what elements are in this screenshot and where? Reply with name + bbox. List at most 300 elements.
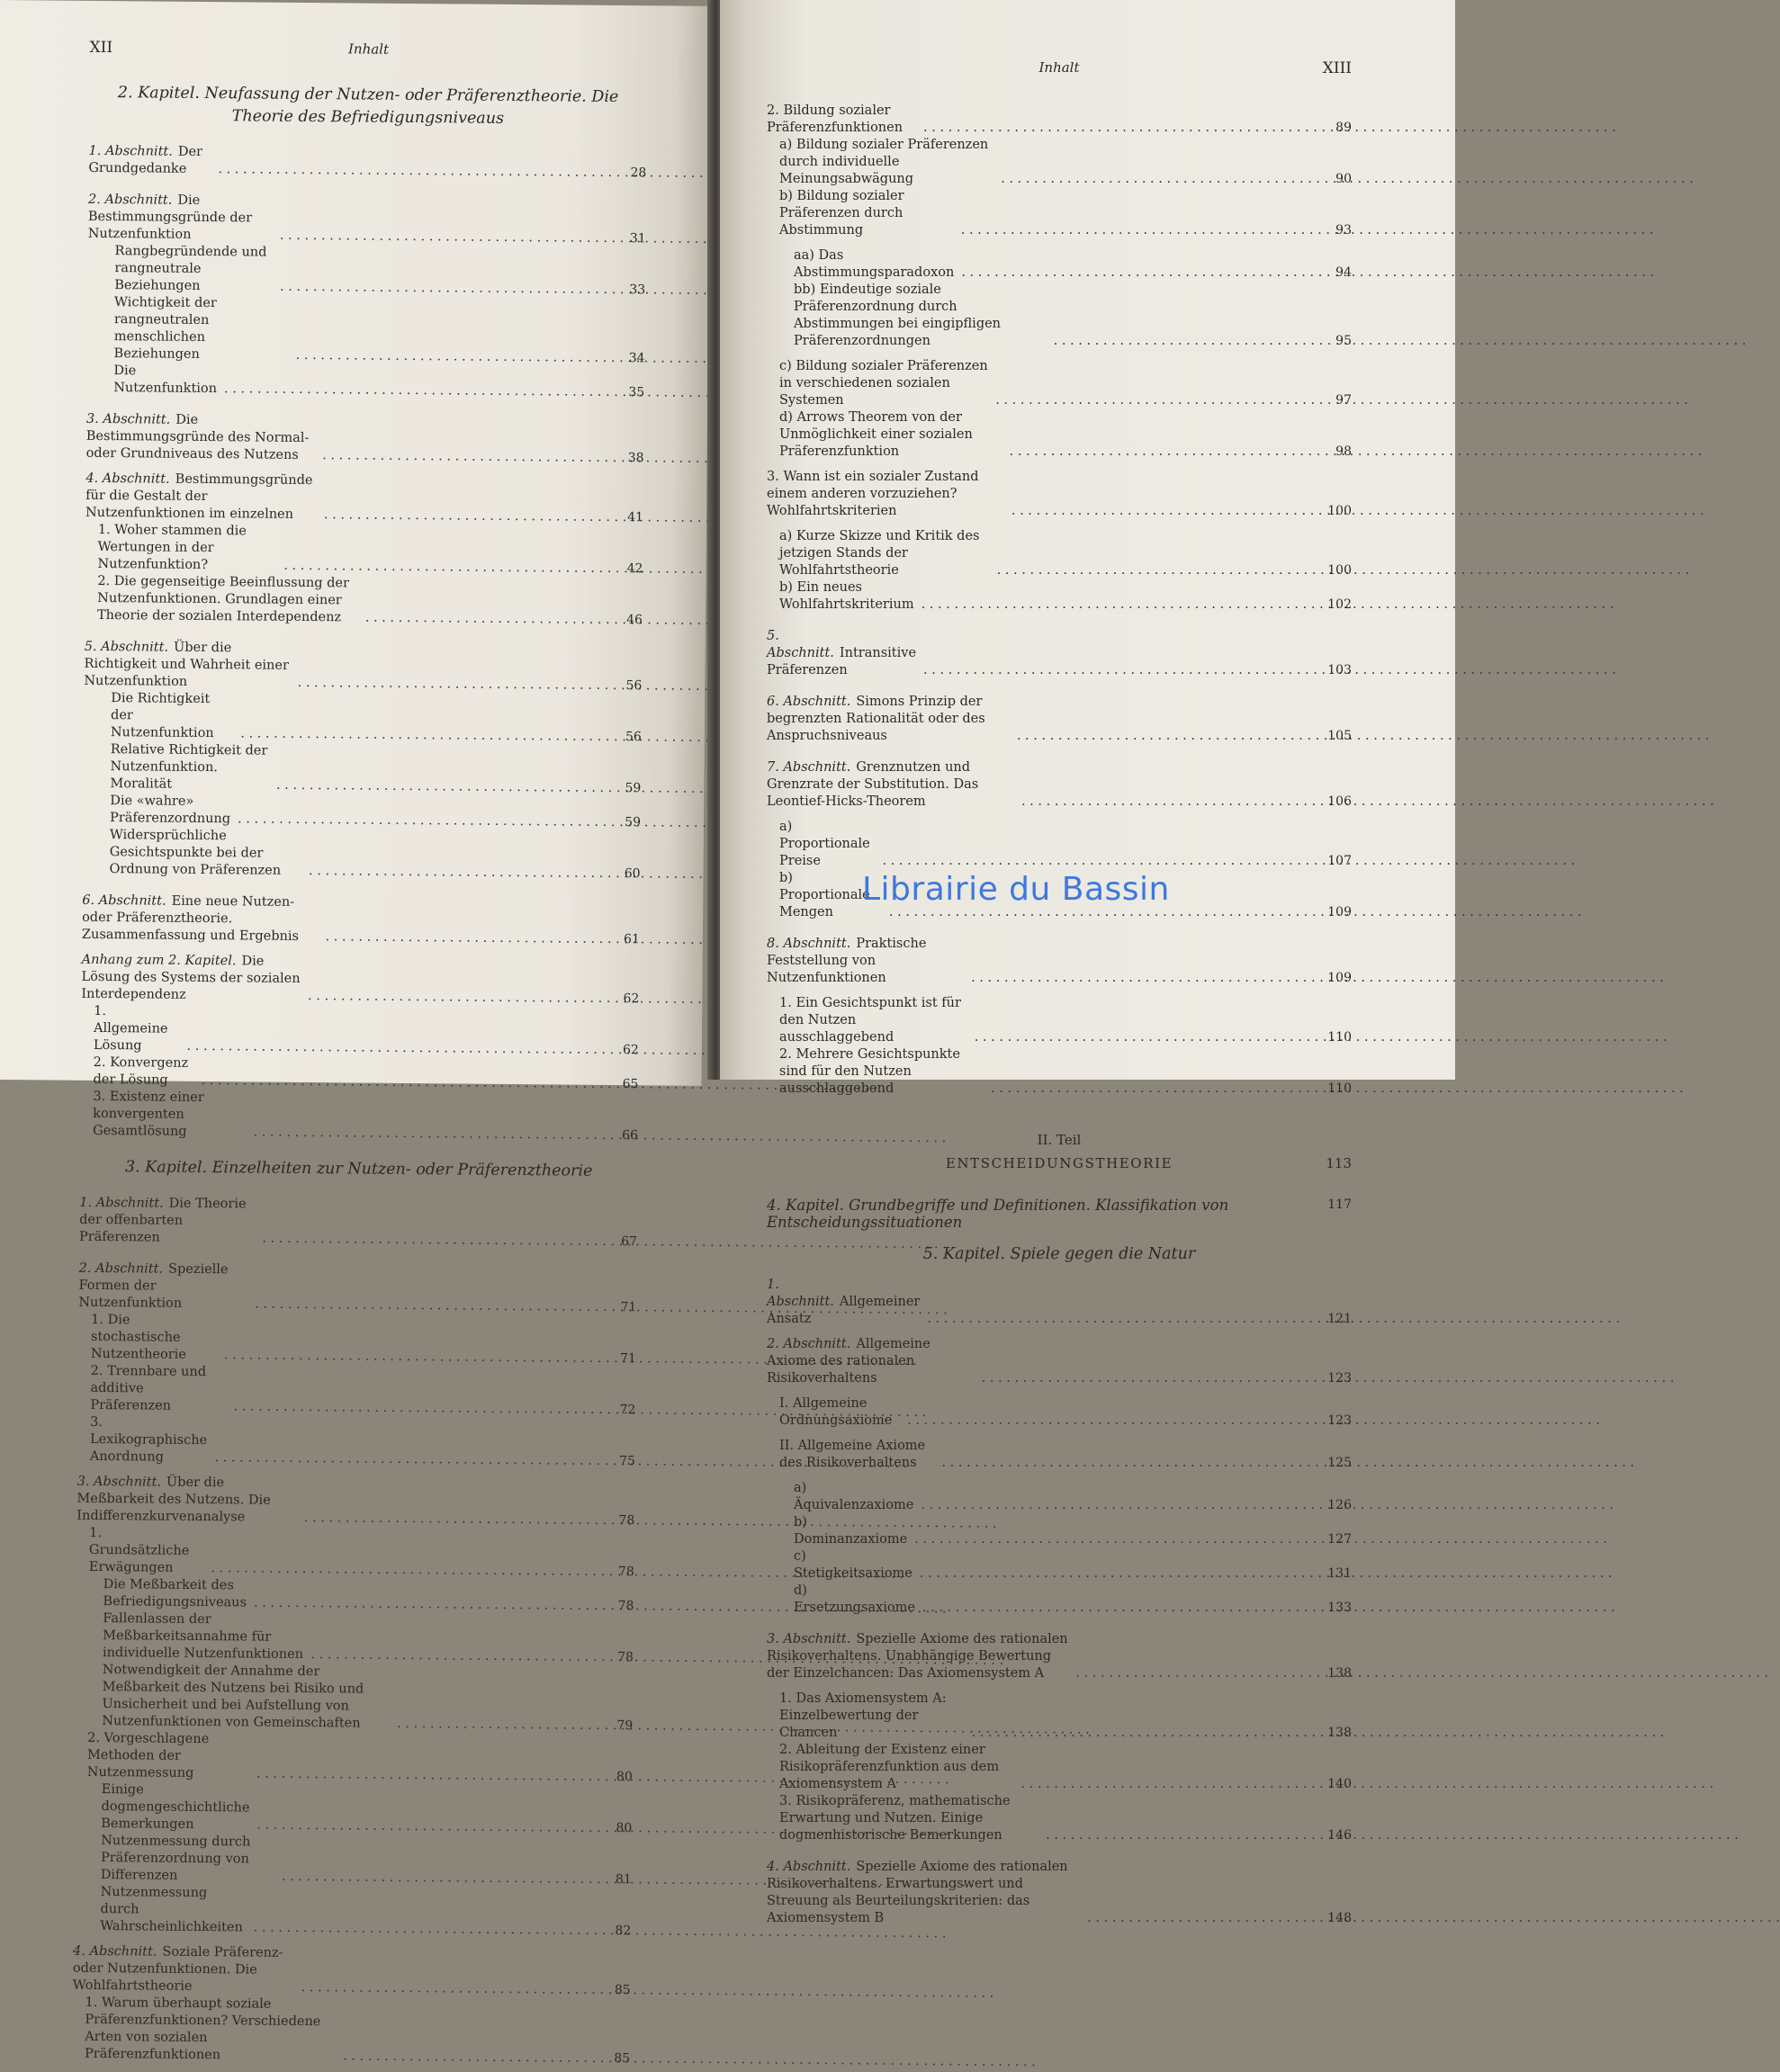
page-number: 121 xyxy=(1327,1312,1352,1326)
toc-entry-text xyxy=(90,1363,227,1415)
entry-title: a) Bildung sozialer Präferenzen durch individuelle Meinungsabwägung xyxy=(779,138,989,186)
dot-leader xyxy=(280,228,610,247)
part-page: 113 xyxy=(1326,1155,1352,1171)
dot-leader xyxy=(1075,1665,1316,1682)
toc-entry-text xyxy=(85,471,317,524)
toc-entry xyxy=(82,892,640,948)
toc-entry-text xyxy=(81,952,301,1005)
toc-entry-text xyxy=(767,103,916,137)
page-number: 100 xyxy=(1327,563,1352,578)
toc-entry xyxy=(767,936,1352,987)
toc-entry-text xyxy=(101,1781,249,1834)
toc-entry xyxy=(72,1995,631,2068)
page-number: 109 xyxy=(1327,905,1352,919)
entry-title: Soziale Präferenz- oder Nutzenfunktionen. Die Wohlfahrtstheorie xyxy=(72,1944,283,1994)
entry-title: 2. Trennbare und additive Präferenzen xyxy=(90,1363,207,1413)
toc-entry-text xyxy=(113,294,289,364)
toc-entry-text xyxy=(767,1336,975,1387)
toc-entry xyxy=(77,1414,635,1470)
toc-list-chapter-3 xyxy=(72,1195,637,2068)
dot-leader xyxy=(975,1029,1316,1046)
dot-leader xyxy=(961,265,1316,282)
entry-title: 1. Grundsätzliche Erwägungen xyxy=(88,1525,190,1575)
page-number: 33 xyxy=(629,283,646,298)
toc-entry-text xyxy=(794,1548,912,1583)
toc-entry xyxy=(767,1046,1352,1098)
section-label: 4. Abschnitt. xyxy=(73,1943,157,1960)
toc-entry-text xyxy=(767,759,1014,811)
toc-entry-text xyxy=(767,469,1004,520)
section-label: 3. Abschnitt. xyxy=(85,411,171,427)
dot-leader xyxy=(882,853,1316,870)
page-number: 42 xyxy=(626,561,643,577)
toc-entry-text xyxy=(794,1480,913,1514)
toc-entry-text xyxy=(93,1089,247,1141)
toc-entry-text xyxy=(779,1438,934,1472)
dot-leader xyxy=(262,1231,601,1251)
entry-title: Widersprüchliche Gesichtspunkte bei der Ordnung von Präferenzen xyxy=(109,828,282,878)
toc-entry xyxy=(767,1277,1352,1328)
entry-title: 1. Allgemeine Lösung xyxy=(93,1003,168,1054)
toc-entry xyxy=(75,1730,633,1786)
dot-leader xyxy=(923,120,1316,137)
dot-leader xyxy=(254,1595,598,1615)
toc-entry-text xyxy=(109,827,301,880)
toc-entry xyxy=(767,995,1352,1046)
dot-leader xyxy=(343,2048,594,2067)
toc-entry xyxy=(767,1859,1352,1927)
page-number: 94 xyxy=(1335,265,1352,280)
entry-title: 2. Ableitung der Existenz einer Risikopräferenzfunktion aus dem Axiomensystem A xyxy=(779,1743,1000,1791)
page-number: 140 xyxy=(1327,1777,1352,1791)
dot-leader xyxy=(214,1449,599,1470)
toc-entry-text xyxy=(767,628,916,679)
entry-title: Nutzenmessung durch Wahrscheinlichkeiten xyxy=(100,1885,243,1935)
toc-entry-text xyxy=(90,1414,208,1467)
entry-title: 2. Bildung sozialer Präferenzfunktionen xyxy=(767,103,903,135)
section-label: 1. Abschnitt. xyxy=(767,1278,834,1309)
page-number: 138 xyxy=(1327,1726,1352,1740)
toc-entry xyxy=(767,409,1352,461)
entry-title: Die Bestimmungsgründe der Nutzenfunktion xyxy=(87,193,253,242)
entry-title: 1. Ein Gesichtspunkt ist für den Nutzen ausschlaggebend xyxy=(779,996,961,1045)
toc-entry xyxy=(767,528,1352,579)
entry-title: 3. Lexikographische Anordnung xyxy=(89,1414,208,1465)
entry-title: bb) Eindeutige soziale Präferenzordnung durch Abstimmungen bei eingipfligen Präferenzordnungen xyxy=(794,283,1002,348)
toc-entry xyxy=(81,1003,639,1059)
page-number: 146 xyxy=(1327,1828,1352,1843)
page-number: 59 xyxy=(625,815,642,830)
toc-entry xyxy=(767,282,1352,350)
page-number: 56 xyxy=(625,730,642,745)
left-running-head: Inhalt xyxy=(347,40,390,58)
dot-leader xyxy=(301,1979,595,1999)
page-number: 103 xyxy=(1327,663,1352,677)
dot-leader xyxy=(211,1560,598,1581)
dot-leader xyxy=(971,970,1316,987)
dot-leader xyxy=(253,1125,602,1144)
toc-entry xyxy=(76,1474,634,1529)
dot-leader xyxy=(322,447,608,467)
entry-title: Die Bestimmungsgründe des Normal- oder Grundniveaus des Nutzens xyxy=(85,412,310,462)
dot-leader xyxy=(997,562,1316,579)
section-label: 4. Abschnitt. xyxy=(85,471,170,487)
dot-leader xyxy=(276,777,606,797)
entry-title: Simons Prinzip der begrenzten Rationalität oder des Anspruchsniveaus xyxy=(767,695,985,743)
toc-entry xyxy=(88,192,646,247)
toc-entry-text xyxy=(767,1631,1068,1682)
toc-entry xyxy=(767,1395,1352,1430)
dot-leader xyxy=(907,1413,1316,1430)
entry-title: Allgemeine Axiome des rationalen Risikoverhaltens xyxy=(767,1337,930,1386)
dot-leader xyxy=(1017,728,1316,745)
page-number: 56 xyxy=(625,678,643,694)
entry-title: a) Kurze Skizze und Kritik des jetzigen Stands der Wohlfahrtstheorie xyxy=(779,529,980,578)
dot-leader xyxy=(298,675,607,695)
entry-title: c) Bildung sozialer Präferenzen in verschiedenen sozialen Systemen xyxy=(779,359,988,408)
section-label: 1. Abschnitt. xyxy=(79,1195,164,1211)
part-title xyxy=(767,1155,1352,1171)
toc-entry xyxy=(767,103,1352,137)
toc-entry xyxy=(767,358,1352,409)
page-number: 61 xyxy=(624,932,640,947)
page-number: 100 xyxy=(1327,504,1352,518)
page-number: 35 xyxy=(628,385,645,400)
toc-entry xyxy=(85,522,643,578)
page-number: 71 xyxy=(620,1300,637,1315)
dot-leader xyxy=(280,279,609,299)
toc-entry-text xyxy=(82,892,319,946)
entry-title: Bestimmungsgründe für die Gestalt der Nutzenfunktionen im einzelnen xyxy=(85,471,313,522)
toc-entry xyxy=(87,243,645,299)
page-number: 93 xyxy=(1335,223,1352,238)
entry-title: Praktische Feststellung von Nutzenfunktionen xyxy=(767,937,927,985)
section-label: 8. Abschnitt. xyxy=(767,937,851,951)
toc-entry-text xyxy=(113,363,217,398)
dot-leader xyxy=(991,1081,1316,1098)
section-label: 6. Abschnitt. xyxy=(82,892,166,909)
watermark: Librairie du Bassin xyxy=(862,871,1170,908)
page-number: 98 xyxy=(1335,444,1352,459)
dot-leader xyxy=(201,1072,602,1093)
toc-entry xyxy=(79,1195,637,1251)
toc-entry xyxy=(85,471,643,526)
entry-title: Über die Meßbarkeit des Nutzens. Die Indifferenzkurvenanalyse xyxy=(76,1475,271,1525)
entry-title: Allgemeiner Ansatz xyxy=(767,1295,921,1326)
toc-entry-text xyxy=(97,522,276,575)
toc-entry xyxy=(74,1781,632,1837)
toc-entry-text xyxy=(97,573,358,627)
toc-entry-text xyxy=(76,1474,297,1527)
toc-entry-text xyxy=(88,143,211,178)
toc-entry-text xyxy=(79,1195,256,1248)
dot-leader xyxy=(218,161,610,182)
toc-entry-text xyxy=(779,1793,1038,1844)
left-header xyxy=(89,39,647,67)
toc-entry xyxy=(80,1089,638,1144)
toc-list-chapter-2 xyxy=(80,143,647,1144)
chapter-4-title: 4. Kapitel. Grundbegriffe und Definitionen. Klassifikation von Entscheidungssituationen xyxy=(767,1197,1229,1231)
toc-entry-text xyxy=(779,409,1002,461)
entry-title: b) Bildung sozialer Präferenzen durch Abstimmung xyxy=(779,189,904,238)
dot-leader xyxy=(256,1766,597,1786)
chapter-4-line xyxy=(767,1197,1352,1231)
entry-title: Notwendigkeit der Annahme der Meßbarkeit des Nutzens bei Risiko und Unsicherheit und bei Aufstellung von Nutzenfunktionen von Gemeinschaften xyxy=(102,1663,364,1731)
toc-entry-text xyxy=(779,1046,984,1098)
dot-leader xyxy=(234,1398,600,1419)
toc-entry xyxy=(81,952,639,1008)
page-number: 105 xyxy=(1327,729,1352,743)
dot-leader xyxy=(982,1370,1316,1387)
toc-entry xyxy=(767,1583,1352,1617)
dot-leader xyxy=(995,392,1316,409)
toc-entry-text xyxy=(94,1003,180,1055)
page-number: 123 xyxy=(1327,1371,1352,1386)
toc-entry-text xyxy=(110,793,230,828)
entry-title: Der Grundgedanke xyxy=(88,144,203,176)
entry-title: Spezielle Formen der Nutzenfunktion xyxy=(78,1261,229,1311)
toc-entry-text xyxy=(779,137,993,188)
entry-title: Nutzenmessung durch Präferenzordnung von Differenzen xyxy=(100,1834,251,1883)
toc-entry-text xyxy=(779,358,988,409)
entry-title: I. Allgemeine Ordnungsaxiome xyxy=(779,1396,893,1428)
page-number: 62 xyxy=(623,991,640,1007)
section-label: Anhang zum 2. Kapitel. xyxy=(81,952,237,969)
chapter-4-page: 117 xyxy=(1327,1197,1352,1212)
dot-leader xyxy=(1021,794,1316,811)
toc-entry-text xyxy=(794,1514,907,1548)
page-number: 78 xyxy=(618,1513,635,1529)
section-label: 1. Abschnitt. xyxy=(88,143,173,159)
page-number: 107 xyxy=(1327,854,1352,868)
part-label: II. Teil xyxy=(1037,1132,1082,1148)
section-label: 2. Abschnitt. xyxy=(87,192,173,208)
toc-entry xyxy=(78,1312,636,1368)
page-number: 133 xyxy=(1327,1601,1352,1615)
right-running-head: Inhalt xyxy=(1038,59,1080,76)
dot-leader xyxy=(256,1817,596,1837)
page-number: 34 xyxy=(628,351,645,366)
dot-leader xyxy=(972,1725,1316,1742)
entry-title: Über die Richtigkeit und Wahrheit einer Nutzenfunktion xyxy=(84,640,290,689)
entry-title: Einige dogmengeschichtliche Bemerkungen xyxy=(101,1782,250,1832)
entry-title: Grenznutzen und Grenzrate der Substitution. Das Leontief-Hicks-Theorem xyxy=(767,760,979,809)
dot-leader xyxy=(927,1311,1316,1328)
dot-leader xyxy=(309,863,605,883)
dot-leader xyxy=(240,725,606,746)
page-number: 79 xyxy=(616,1718,634,1734)
page-number: 102 xyxy=(1327,597,1352,612)
section-label: 3. Abschnitt. xyxy=(76,1474,162,1490)
toc-entry xyxy=(80,1054,638,1093)
toc-entry xyxy=(85,573,643,629)
toc-entry-text xyxy=(89,1525,204,1577)
entry-title: b) Proportionale Mengen xyxy=(779,871,870,919)
page-number: 138 xyxy=(1327,1666,1352,1681)
page-number: 123 xyxy=(1327,1413,1352,1428)
toc-entry-text xyxy=(779,528,990,579)
entry-title: 1. Das Axiomensystem A: Einzelbewertung der Chancen xyxy=(779,1691,947,1740)
left-page xyxy=(0,0,711,2067)
page-number: 65 xyxy=(622,1077,639,1092)
toc-entry-text xyxy=(779,819,875,870)
page-number: 85 xyxy=(614,1983,631,1998)
toc-entry xyxy=(767,1438,1352,1472)
entry-title: Fallenlassen der Meßbarkeitsannahme für individuelle Nutzenfunktionen xyxy=(102,1611,304,1663)
page-number: 38 xyxy=(627,451,644,466)
toc-entry xyxy=(767,579,1352,614)
toc-entry-text xyxy=(779,579,914,614)
page-number: 131 xyxy=(1327,1566,1352,1581)
dot-leader xyxy=(255,1296,600,1316)
page-number: 148 xyxy=(1327,1911,1352,1925)
page-number: 85 xyxy=(614,2051,631,2067)
toc-entry xyxy=(767,819,1352,870)
section-label: 2. Abschnitt. xyxy=(78,1260,164,1277)
dot-leader xyxy=(921,596,1316,614)
toc-entry-text xyxy=(102,1662,390,1733)
entry-title: Die Richtigkeit der Nutzenfunktion xyxy=(110,691,214,741)
toc-entry-text xyxy=(794,1583,915,1617)
entry-title: Die Nutzenfunktion xyxy=(113,363,218,397)
toc-entry xyxy=(86,363,644,401)
dot-leader xyxy=(304,1510,599,1529)
entry-title: Intransitive Präferenzen xyxy=(767,646,917,677)
toc-entry xyxy=(84,690,642,746)
dot-leader xyxy=(922,1600,1316,1617)
page-number: 59 xyxy=(625,781,642,796)
dot-leader xyxy=(1054,333,1316,350)
toc-entry xyxy=(73,1884,631,1940)
entry-title: c) Stetigkeitsaxiome xyxy=(794,1549,912,1581)
dot-leader xyxy=(324,507,607,526)
toc-entry-text xyxy=(78,1260,247,1314)
toc-entry-text xyxy=(111,690,234,742)
toc-entry-text xyxy=(100,1884,247,1936)
toc-entry xyxy=(77,1363,635,1419)
entry-title: Rangbegründende und rangneutrale Beziehungen xyxy=(114,244,267,293)
toc-entry-text xyxy=(767,694,1010,745)
entry-title: Eine neue Nutzen- oder Präferenztheorie. Zusammenfassung und Ergebnis xyxy=(81,893,300,944)
entry-title: 2. Die gegenseitige Beeinflussung der Nutzenfunktionen. Grundlagen einer Theorie der sozialen Interdependenz xyxy=(96,573,350,625)
dot-leader xyxy=(254,1920,596,1940)
toc-entry xyxy=(767,137,1352,188)
toc-entry xyxy=(767,694,1352,745)
toc-entry-text xyxy=(767,1277,920,1328)
page-number: 75 xyxy=(618,1454,635,1469)
page-number: 95 xyxy=(1335,334,1352,348)
page-number: 78 xyxy=(617,1599,634,1614)
toc-entry xyxy=(767,1548,1352,1583)
page-number: 62 xyxy=(622,1043,639,1058)
toc-entry-text xyxy=(93,1054,193,1090)
entry-title: Die Lösung des Systems der sozialen Interdependenz xyxy=(81,954,301,1002)
dot-leader xyxy=(365,610,607,629)
page-number: 106 xyxy=(1327,794,1352,809)
entry-title: 1. Woher stammen die Wertungen in der Nutzenfunktion? xyxy=(97,522,247,573)
dot-leader xyxy=(1001,171,1316,188)
chapter-2-title: 2. Kapitel. Neufassung der Nutzen- oder Präferenztheorie. Die Theorie des Befriedigungsniveaus xyxy=(117,84,619,128)
toc-entry-text xyxy=(114,243,273,296)
entry-title: b) Dominanzaxiome xyxy=(794,1515,908,1547)
toc-entry-text xyxy=(73,1943,294,1996)
toc-list-chapter-5 xyxy=(767,1277,1352,1927)
dot-leader xyxy=(325,928,604,948)
dot-leader xyxy=(914,1531,1316,1548)
page-number: 125 xyxy=(1327,1456,1352,1470)
toc-entry xyxy=(767,1336,1352,1387)
right-page xyxy=(720,0,1455,1925)
page-number: 82 xyxy=(615,1924,632,1939)
toc-entry xyxy=(74,1833,632,1888)
entry-title: Spezielle Axiome des rationalen Risikoverhaltens. Unabhängige Bewertung der Einzelchancen: Das Axiomensystem A xyxy=(767,1632,1068,1681)
entry-title: 3. Wann ist ein sozialer Zustand einem anderen vorzuziehen? Wohlfahrtskriterien xyxy=(767,470,979,518)
toc-entry xyxy=(767,1514,1352,1548)
toc-entry-text xyxy=(779,188,954,239)
toc-entry-text xyxy=(779,1691,965,1742)
entry-title: 3. Existenz einer konvergenten Gesamtlösung xyxy=(92,1089,204,1139)
toc-entry-text xyxy=(88,192,274,245)
page-number: 78 xyxy=(617,1565,634,1580)
entry-title: 3. Risikopräferenz, mathematische Erwartung und Nutzen. Einige dogmenhistorische Bemerkungen xyxy=(779,1794,1011,1843)
left-page-number: XII xyxy=(89,38,113,58)
dot-leader xyxy=(1046,1827,1316,1844)
dot-leader xyxy=(920,1565,1316,1583)
dot-leader xyxy=(308,988,603,1008)
page-number: 31 xyxy=(629,231,646,247)
toc-entry-text xyxy=(779,995,967,1046)
entry-title: 1. Die stochastische Nutzentheorie xyxy=(90,1312,186,1362)
section-label: 3. Abschnitt. xyxy=(767,1632,851,1646)
toc-entry-text xyxy=(86,411,316,464)
dot-leader xyxy=(296,347,609,367)
dot-leader xyxy=(1011,503,1316,520)
entry-title: a) Proportionale Preise xyxy=(779,820,870,868)
entry-title: 2. Konvergenz der Lösung xyxy=(93,1054,189,1088)
page-number: 109 xyxy=(1327,971,1352,985)
chapter-3-title: 3. Kapitel. Einzelheiten zur Nutzen- oder Präferenztheorie xyxy=(124,1158,593,1180)
page-number: 80 xyxy=(616,1770,633,1785)
toc-entry-text xyxy=(85,1995,337,2065)
entry-title: b) Ein neues Wohlfahrtskriterium xyxy=(779,580,914,612)
entry-title: Spezielle Axiome des rationalen Risikoverhaltens. Erwartungswert und Streuung als Beurteilungskriterien: das Axiomensystem B xyxy=(767,1860,1068,1925)
section-label: 5. Abschnitt. xyxy=(767,629,834,660)
toc-entry xyxy=(767,1793,1352,1844)
toc-entry-text xyxy=(84,639,291,692)
page-number: 97 xyxy=(1335,393,1352,408)
entry-title: a) Äquivalenzaxiome xyxy=(794,1481,914,1512)
toc-entry xyxy=(767,1480,1352,1514)
toc-entry xyxy=(76,1610,634,1666)
toc-entry xyxy=(86,294,645,367)
page-number: 78 xyxy=(617,1650,634,1665)
toc-entry xyxy=(82,827,640,883)
toc-entry xyxy=(83,741,641,797)
toc-entry xyxy=(767,469,1352,520)
entry-title: d) Ersetzungsaxiome xyxy=(794,1583,915,1615)
toc-entry xyxy=(86,411,644,467)
toc-entry-text xyxy=(87,1730,250,1783)
toc-entry xyxy=(88,143,646,182)
toc-entry-text xyxy=(794,247,954,282)
toc-entry xyxy=(767,1742,1352,1793)
dot-leader xyxy=(224,1347,600,1368)
dot-leader xyxy=(1020,1776,1316,1793)
toc-entry-text xyxy=(101,1833,275,1886)
page-number: 28 xyxy=(630,166,647,181)
chapter-5-title: 5. Kapitel. Spiele gegen die Natur xyxy=(922,1245,1196,1263)
page-number: 110 xyxy=(1327,1081,1352,1096)
